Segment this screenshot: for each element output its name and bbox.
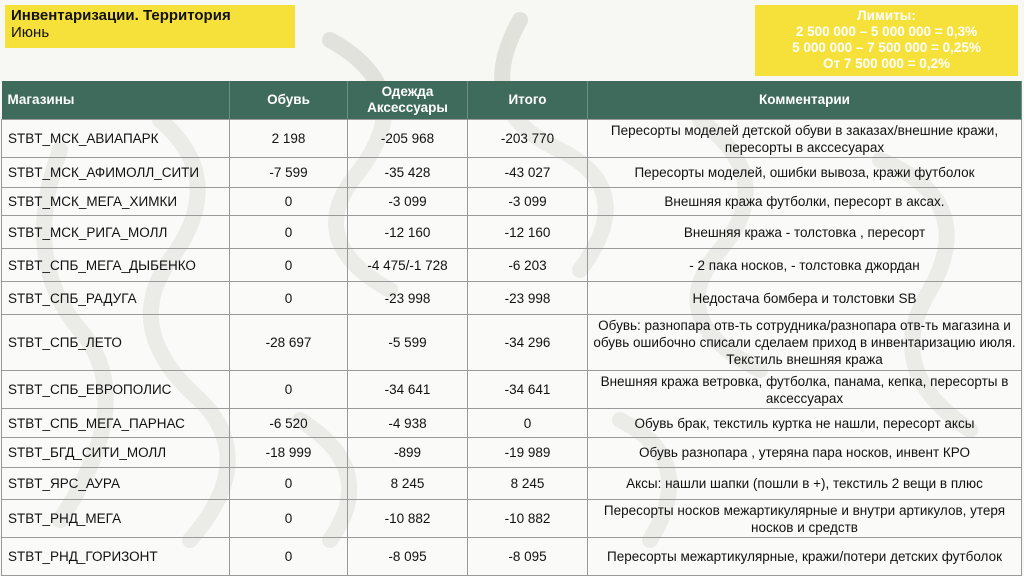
header-stores: Магазины	[2, 81, 230, 120]
cell-comment: Недостача бомбера и толстовки SB	[588, 282, 1022, 315]
cell-total: -3 099	[468, 188, 588, 216]
cell-clothing: -10 882	[348, 500, 468, 538]
cell-shoes: -7 599	[230, 158, 348, 188]
cell-store: STBT_МСК_МЕГА_ХИМКИ	[2, 188, 230, 216]
table-row	[2, 315, 1022, 371]
cell-comment: Пересорты межартикулярные, кражи/потери детских футболок	[588, 538, 1022, 576]
cell-clothing: -5 599	[348, 315, 468, 371]
cell-store: STBT_СПБ_ЕВРОПОЛИС	[2, 371, 230, 409]
cell-store: STBT_СПБ_ЛЕТО	[2, 315, 230, 371]
header-shoes: Обувь	[230, 81, 348, 120]
cell-total: -34 296	[468, 315, 588, 371]
cell-clothing: -12 160	[348, 216, 468, 249]
cell-clothing: -3 099	[348, 188, 468, 216]
cell-shoes: 0	[230, 500, 348, 538]
cell-comment: Аксы: нашли шапки (пошли в +), текстиль 2 вещи в плюс	[588, 468, 1022, 500]
cell-total: -34 641	[468, 371, 588, 409]
table-row	[2, 371, 1022, 409]
cell-clothing: -4 475/-1 728	[348, 249, 468, 282]
cell-clothing: -35 428	[348, 158, 468, 188]
cell-shoes: -18 999	[230, 438, 348, 468]
cell-shoes: -6 520	[230, 409, 348, 438]
cell-clothing: -899	[348, 438, 468, 468]
cell-shoes: 0	[230, 371, 348, 409]
cell-store: STBT_РНД_ГОРИЗОНТ	[2, 538, 230, 576]
cell-shoes: 2 198	[230, 120, 348, 158]
cell-shoes: 0	[230, 216, 348, 249]
table-row	[2, 188, 1022, 216]
header-total: Итого	[468, 81, 588, 120]
cell-clothing: 8 245	[348, 468, 468, 500]
cell-total: -12 160	[468, 216, 588, 249]
table-row	[2, 282, 1022, 315]
cell-comment: Обувь брак, текстиль куртка не нашли, пересорт аксы	[588, 409, 1022, 438]
table-row	[2, 158, 1022, 188]
cell-total: -8 095	[468, 538, 588, 576]
cell-clothing: -8 095	[348, 538, 468, 576]
page-subtitle: Июнь	[11, 24, 50, 41]
limits-line: От 7 500 000 = 0,2%	[822, 56, 951, 71]
limits-box	[755, 5, 1018, 76]
limits-heading: Лимиты:	[857, 8, 916, 23]
cell-clothing: -23 998	[348, 282, 468, 315]
title-box	[5, 5, 295, 48]
table-row	[2, 438, 1022, 468]
cell-comment: Пересорты моделей, ошибки вывоза, кражи футболок	[588, 158, 1022, 188]
limits-line: 2 500 000 – 5 000 000 = 0,3%	[795, 24, 978, 39]
table-row	[2, 409, 1022, 438]
cell-total: 0	[468, 409, 588, 438]
cell-comment: Внешняя кража ветровка, футболка, панама, кепка, пересорты в аксессуарах	[588, 371, 1022, 409]
cell-clothing: -205 968	[348, 120, 468, 158]
cell-total: -6 203	[468, 249, 588, 282]
cell-clothing: -34 641	[348, 371, 468, 409]
cell-total: -23 998	[468, 282, 588, 315]
cell-shoes: 0	[230, 282, 348, 315]
cell-store: STBT_РНД_МЕГА	[2, 500, 230, 538]
cell-total: 8 245	[468, 468, 588, 500]
table-row	[2, 468, 1022, 500]
cell-shoes: 0	[230, 468, 348, 500]
table-row	[2, 500, 1022, 538]
page-title: Инвентаризации. Территория	[11, 7, 231, 24]
cell-store: STBT_МСК_АФИМОЛЛ_СИТИ	[2, 158, 230, 188]
cell-store: STBT_СПБ_МЕГА_ДЫБЕНКО	[2, 249, 230, 282]
table-row	[2, 120, 1022, 158]
header-clothing: Одежда Аксессуары	[348, 81, 468, 120]
cell-comment: - 2 пака носков, - толстовка джордан	[588, 249, 1022, 282]
cell-store: STBT_СПБ_МЕГА_ПАРНАС	[2, 409, 230, 438]
cell-comment: Внешняя кража футболки, пересорт в аксах.	[588, 188, 1022, 216]
cell-comment: Обувь: разнопара отв-ть сотрудника/разнопара отв-ть магазина и обувь ошибочно списали сделаем приход в инвентаризацию июля. Текстиль внешняя кража	[588, 315, 1022, 371]
cell-clothing: -4 938	[348, 409, 468, 438]
cell-total: -203 770	[468, 120, 588, 158]
cell-store: STBT_МСК_РИГА_МОЛЛ	[2, 216, 230, 249]
cell-comment: Обувь разнопара , утеряна пара носков, инвент КРО	[588, 438, 1022, 468]
cell-shoes: 0	[230, 538, 348, 576]
cell-shoes: 0	[230, 249, 348, 282]
cell-store: STBT_БГД_СИТИ_МОЛЛ	[2, 438, 230, 468]
table-row	[2, 249, 1022, 282]
limits-line: 5 000 000 – 7 500 000 = 0,25%	[792, 40, 981, 55]
table-row	[2, 216, 1022, 249]
cell-store: STBT_СПБ_РАДУГА	[2, 282, 230, 315]
cell-store: STBT_ЯРС_АУРА	[2, 468, 230, 500]
table-header-row	[2, 81, 1022, 120]
cell-comment: Пересорты носков межартикулярные и внутри артикулов, утеря носков и средств	[588, 500, 1022, 538]
cell-comment: Внешняя кража - толстовка , пересорт	[588, 216, 1022, 249]
cell-total: -10 882	[468, 500, 588, 538]
cell-comment: Пересорты моделей детской обуви в заказах/внешние кражи, пересорты в акссесуарах	[588, 120, 1022, 158]
inventory-table	[1, 81, 1022, 576]
cell-shoes: -28 697	[230, 315, 348, 371]
cell-store: STBT_МСК_АВИАПАРК	[2, 120, 230, 158]
cell-total: -19 989	[468, 438, 588, 468]
table-row	[2, 538, 1022, 576]
cell-shoes: 0	[230, 188, 348, 216]
header-comments: Комментарии	[588, 81, 1022, 120]
cell-total: -43 027	[468, 158, 588, 188]
